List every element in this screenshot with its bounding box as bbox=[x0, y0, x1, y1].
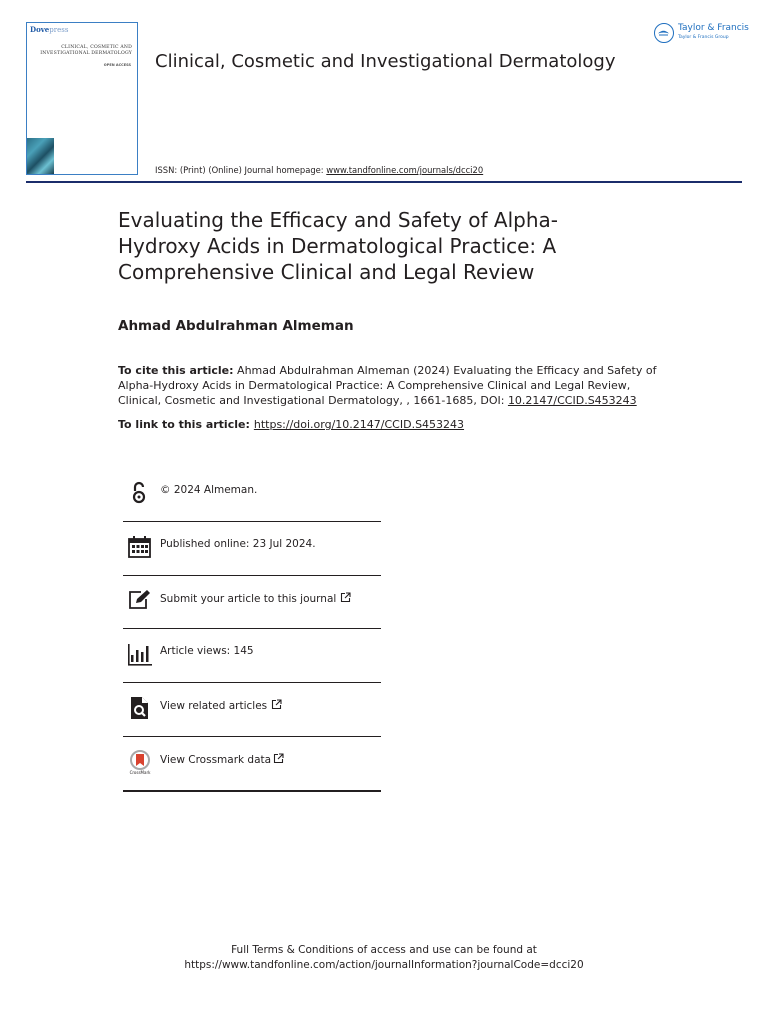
external-link-icon bbox=[273, 753, 284, 764]
crossmark-text[interactable]: View Crossmark data bbox=[160, 753, 272, 766]
header-rule bbox=[26, 181, 742, 183]
publisher-logo-icon bbox=[654, 23, 674, 43]
cite-text: Ahmad Abdulrahman Almeman (2024) Evaluating the Efficacy and Safety of Alpha-Hydroxy Acids in Dermatological Practice: A Comprehensive Clinical and Legal Review, Clinical, Cosmetic and Investigational Dermatology, , 1661-1685, DOI: bbox=[118, 364, 657, 407]
article-link bbox=[118, 418, 464, 431]
issn-line: ISSN: (Print) (Online) Journal homepage: www.tandfonline.com/journals/dcci20 bbox=[155, 165, 484, 175]
article-title: Evaluating the Efficacy and Safety of Alpha-Hydroxy Acids in Dermatological Practice: A Comprehensive Clinical and Legal Review bbox=[118, 208, 558, 284]
link-label: To link to this article: bbox=[118, 418, 250, 431]
journal-name: Clinical, Cosmetic and Investigational Dermatology bbox=[155, 51, 616, 72]
published-row bbox=[123, 522, 381, 576]
citation bbox=[118, 363, 668, 408]
article-author: Ahmad Abdulrahman Almeman bbox=[118, 318, 354, 334]
edit-icon bbox=[127, 588, 153, 614]
cover-publisher-brand: Dovepress bbox=[30, 25, 69, 34]
cover-open-access: OPEN ACCESS bbox=[103, 63, 131, 67]
cover-image bbox=[27, 138, 54, 174]
copyright-text: © 2024 Almeman. bbox=[160, 484, 258, 496]
cite-label: To cite this article: bbox=[118, 364, 234, 377]
related-articles-icon bbox=[127, 695, 153, 721]
publisher-logo bbox=[654, 22, 749, 46]
views-row bbox=[123, 629, 381, 683]
footer-terms bbox=[0, 943, 768, 973]
publisher-logo-sub: Taylor & Francis Group bbox=[678, 35, 729, 40]
crossmark-row[interactable] bbox=[123, 737, 381, 792]
journal-cover bbox=[26, 22, 138, 175]
copyright-row bbox=[123, 468, 381, 522]
footer-line-1: Full Terms & Conditions of access and use can be found at bbox=[231, 944, 537, 956]
doi-link[interactable]: 10.2147/CCID.S453243 bbox=[507, 394, 637, 407]
calendar-icon bbox=[127, 534, 153, 560]
external-link-icon bbox=[340, 592, 351, 603]
submit-row[interactable] bbox=[123, 576, 381, 630]
submit-text[interactable]: Submit your article to this journal bbox=[160, 592, 337, 605]
cover-journal-title: CLINICAL, COSMETIC AND INVESTIGATIONAL DERMATOLOGY bbox=[40, 45, 132, 56]
article-doi-url[interactable]: https://doi.org/10.2147/CCID.S453243 bbox=[253, 418, 465, 431]
related-row[interactable] bbox=[123, 683, 381, 737]
crossmark-icon-label: CrossMark bbox=[129, 769, 151, 775]
crossmark-icon bbox=[127, 749, 153, 775]
published-text: Published online: 23 Jul 2024. bbox=[160, 537, 316, 550]
bar-chart-icon bbox=[127, 641, 153, 667]
publisher-logo-name: Taylor & Francis bbox=[678, 23, 749, 33]
external-link-icon bbox=[271, 699, 282, 710]
footer-url[interactable]: https://www.tandfonline.com/action/journalInformation?journalCode=dcci20 bbox=[184, 959, 584, 971]
related-text[interactable]: View related articles bbox=[160, 700, 268, 713]
open-access-icon bbox=[127, 480, 153, 506]
views-text: Article views: 145 bbox=[160, 645, 254, 658]
article-info-list bbox=[123, 468, 381, 792]
journal-homepage-link[interactable]: www.tandfonline.com/journals/dcci20 bbox=[326, 165, 484, 175]
